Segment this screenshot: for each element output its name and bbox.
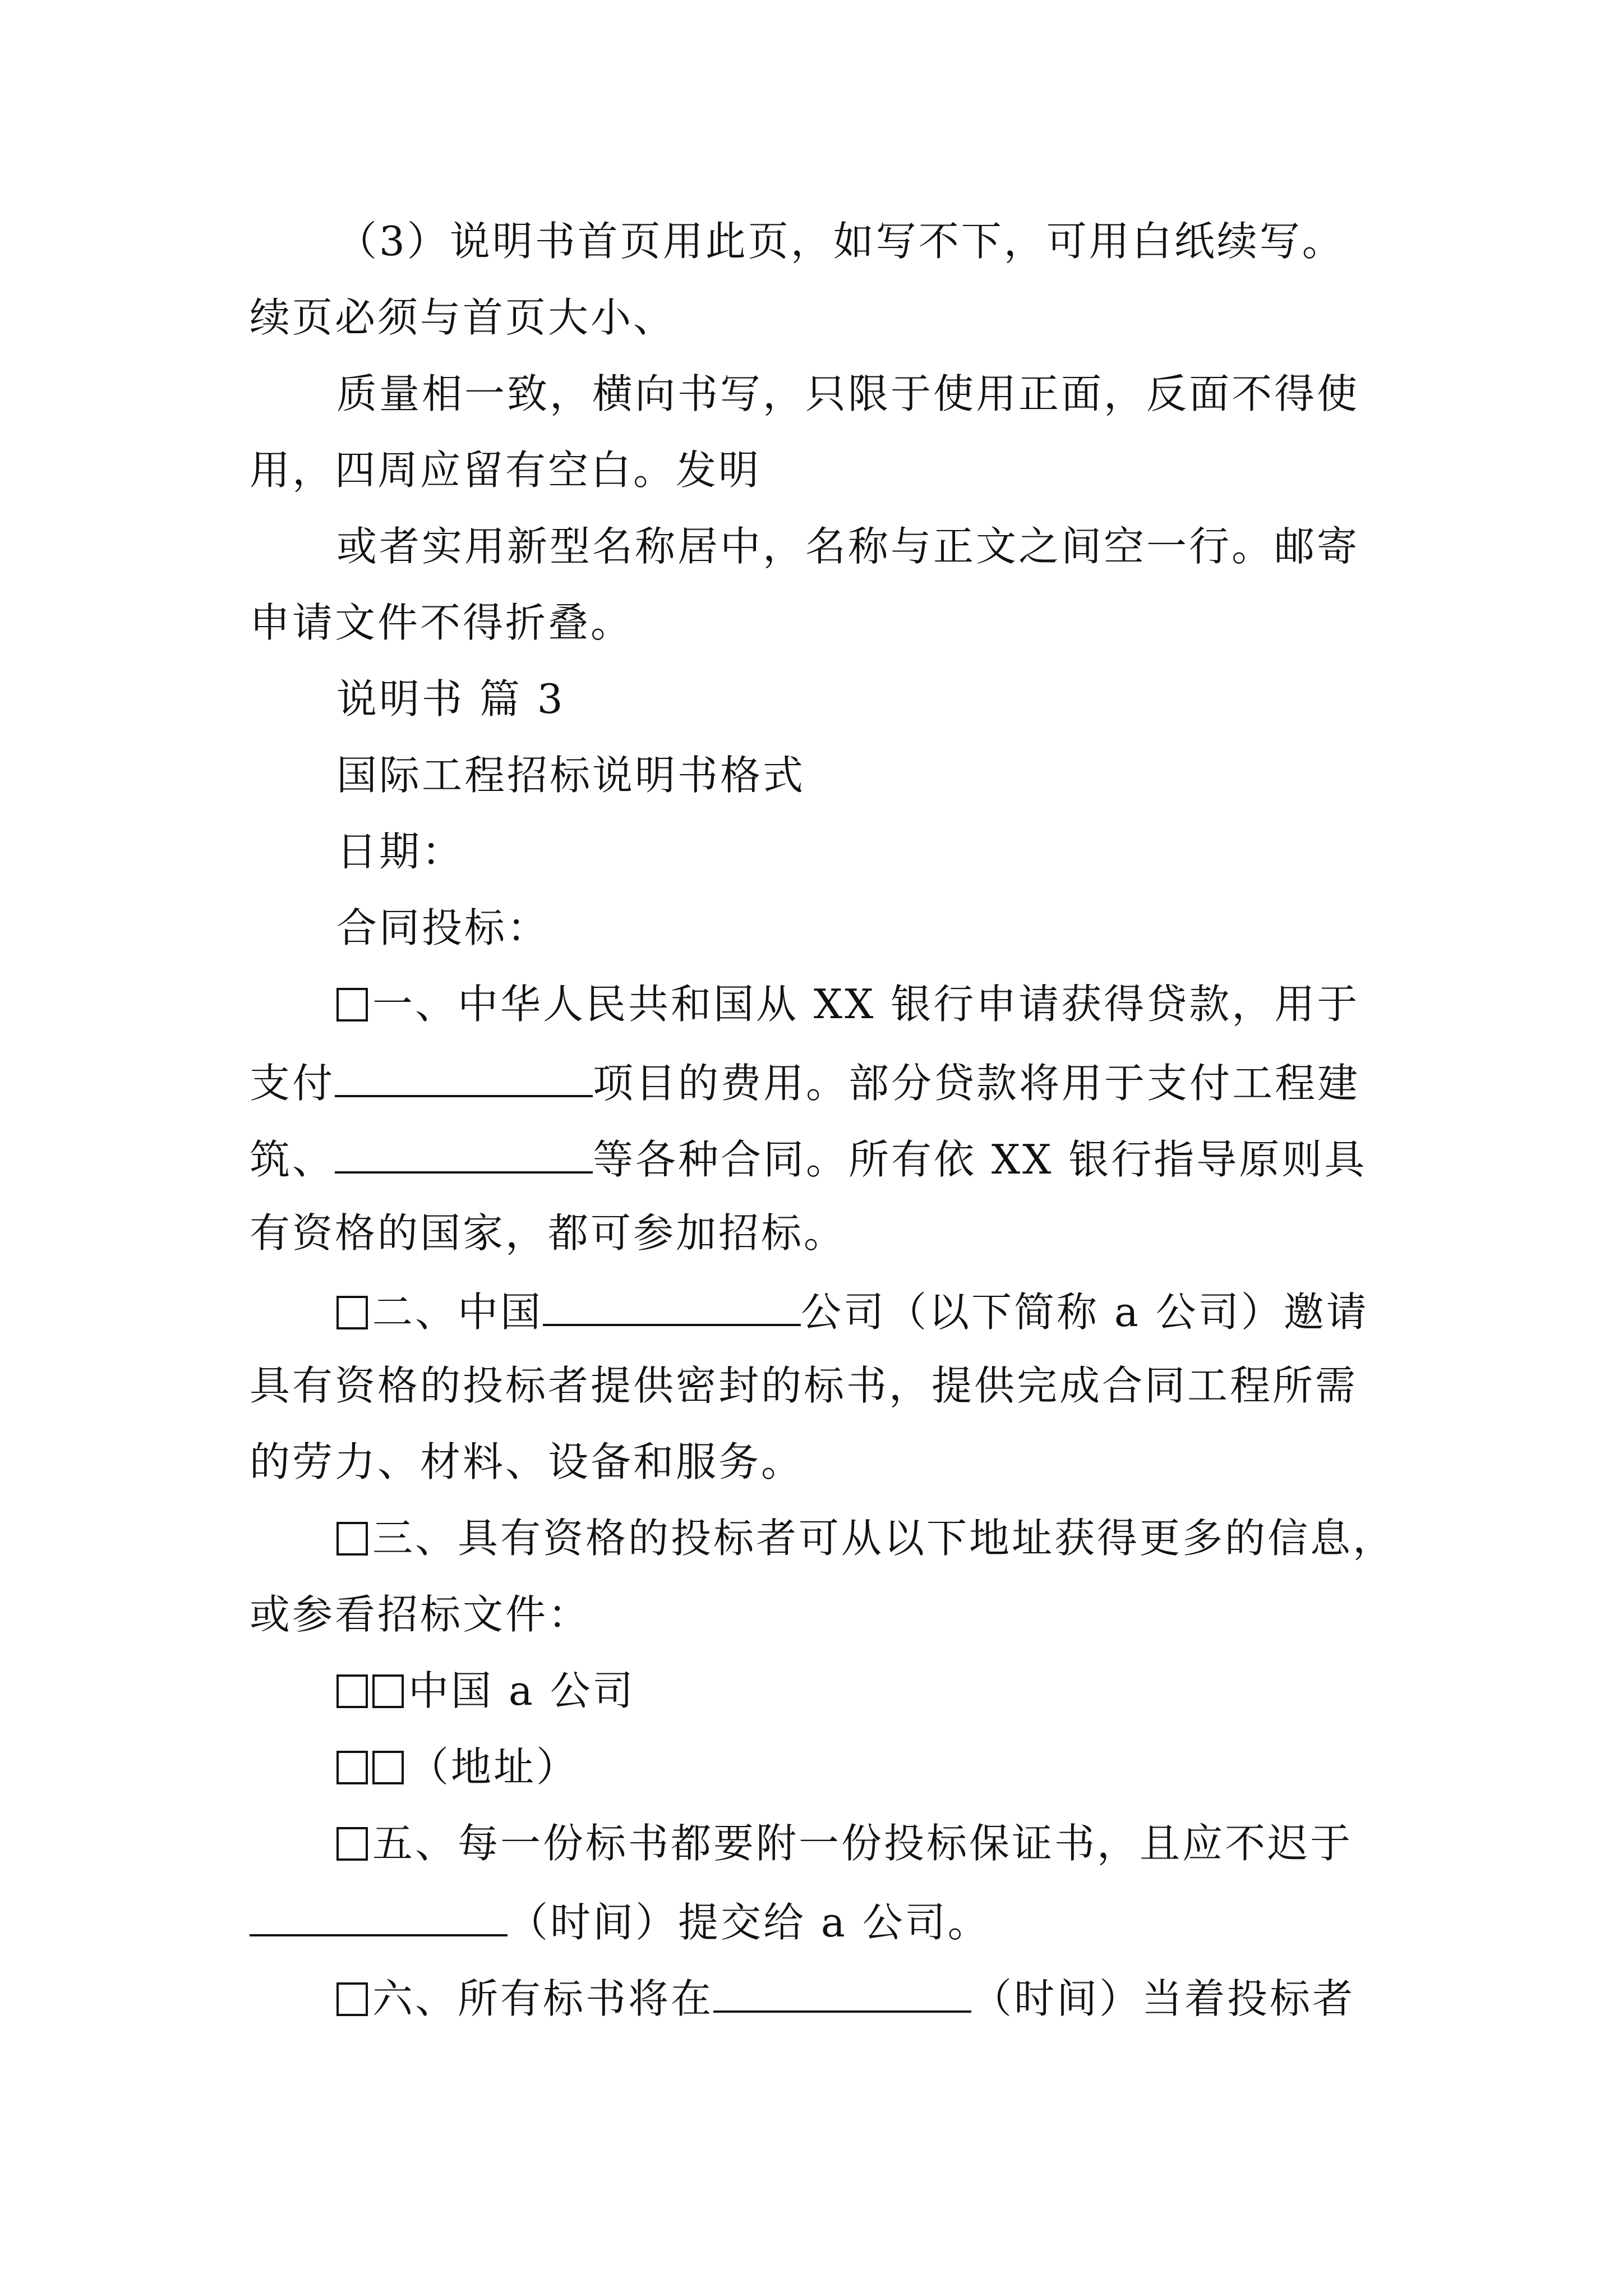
checkbox-glyph — [336, 1522, 368, 1556]
para2-line3: 的劳力、材料、设备和服务。 — [250, 1438, 804, 1485]
para4-line1: 中国 a 公司 — [336, 1663, 635, 1719]
checkbox-glyph — [336, 1751, 368, 1784]
checkbox-glyph — [336, 988, 368, 1022]
para5-line1: 五、每一份标书都要附一份投标保证书，且应不迟于 — [336, 1815, 1353, 1871]
fill-blank — [250, 1892, 508, 1936]
text-line-4: 用，四周应留有空白。发明 — [250, 447, 762, 494]
para1-line4: 有资格的国家，都可参加招标。 — [250, 1209, 847, 1257]
fill-blank — [335, 1129, 593, 1174]
para3-line1: 三、具有资格的投标者可从以下地址获得更多的信息， — [336, 1510, 1395, 1566]
para1-line3: 筑、 等各种合同。所有依 XX 银行指导原则具 — [250, 1129, 1367, 1188]
para2-line1: 二、中国 公司（以下简称 a 公司）邀请 — [336, 1281, 1369, 1340]
text-line-2: 续页必须与首页大小、 — [250, 294, 676, 341]
fill-blank — [335, 1052, 593, 1097]
section-heading: 说明书 篇 3 — [336, 675, 565, 723]
para1-line2: 支付 项目的费用。部分贷款将用于支付工程建 — [250, 1052, 1360, 1111]
para6-line1: 六、所有标书将在 （时间）当着投标者 — [336, 1968, 1355, 2027]
text-line-5: 或者实用新型名称居中，名称与正文之间空一行。邮寄 — [336, 523, 1360, 570]
checkbox-glyph — [336, 1674, 368, 1708]
text-line-3: 质量相一致，横向书写，只限于使用正面，反面不得使 — [336, 370, 1360, 417]
document-title: 国际工程招标说明书格式 — [336, 752, 806, 799]
date-label: 日期： — [336, 828, 465, 875]
para4-line2: （地址） — [336, 1739, 579, 1795]
checkbox-glyph — [372, 1674, 404, 1708]
contract-bid-label: 合同投标： — [336, 904, 550, 951]
checkbox-glyph — [372, 1751, 404, 1784]
text-line-1: （3）说明书首页用此页，如写不下，可用白纸续写。 — [336, 218, 1345, 265]
checkbox-glyph — [336, 1296, 368, 1329]
para1-line1: 一、中华人民共和国从 XX 银行申请获得贷款，用于 — [336, 976, 1359, 1032]
fill-blank — [543, 1281, 801, 1326]
para2-line2: 具有资格的投标者提供密封的标书，提供完成合同工程所需 — [250, 1362, 1358, 1409]
text-line-6: 申请文件不得折叠。 — [250, 599, 634, 646]
para3-line2: 或参看招标文件： — [250, 1591, 591, 1638]
checkbox-glyph — [336, 1827, 368, 1861]
checkbox-glyph — [336, 1982, 368, 2016]
fill-blank — [713, 1968, 971, 2013]
para5-line2: （时间）提交给 a 公司。 — [250, 1892, 990, 1950]
